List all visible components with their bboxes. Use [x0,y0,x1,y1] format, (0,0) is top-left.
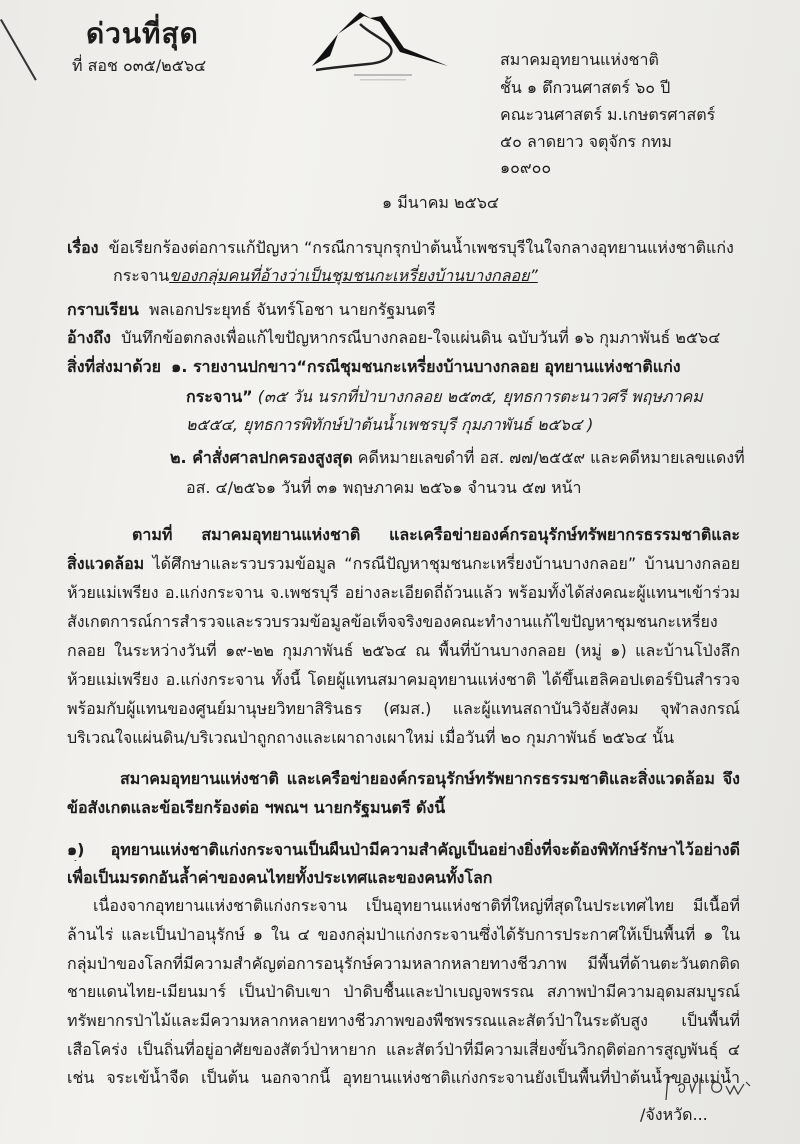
paragraph-line [67,553,740,575]
enclosure-text: กระจาน” [186,387,253,406]
subject-text: กระจาน [113,266,170,285]
enclosure-text: ๑. รายงานปกขาว“กรณีชุมชนกะเหรี่ยงบ้านบางกลอย อุทยานแห่งชาติแก่ง [171,357,681,376]
subject-text: ข้อเรียกร้องต่อการแก้ปัญหา “กรณีการบุกรุกป่าต้นน้ำเพชรบุรีในใจกลางอุทยานแห่งชาติแก่ง [108,238,734,257]
paragraph-line: เช่น จระเข้น้ำจืด เป็นต้น นอกจากนี้ อุทยานแห่งชาติแก่งกระจานยังเป็นพื้นที่ป่าต้นน้ำของแม่น้ำ [67,1068,740,1087]
address-line: ๕๐ ลาดยาว จตุจักร กทม [500,132,672,151]
enclosure-1 [67,356,740,378]
subject-line [67,237,740,259]
paragraph-line: สังเกตการณ์การสำรวจและรวบรวมข้อมูลข้อเท็จจริงของคณะทำงานแก้ไขปัญหาชุมชนกะเหรี่ยง [67,612,718,631]
section-heading: ๑) อุทยานแห่งชาติแก่งกระจานเป็นผืนป่ามีความสำคัญเป็นอย่างยิ่งที่จะต้องพิทักษ์รักษาไว้อย่างดี [67,840,740,859]
salutation [67,299,740,321]
enclosure-1-line-3: ๒๕๕๔, ยุทธการพิทักษ์ป่าต้นน้ำเพชรบุรี กุมภาพันธ์ ๒๕๖๔ ) [186,415,594,434]
signature [660,1072,760,1104]
urgency-stamp: ด่วนที่สุด [86,17,199,50]
salutation-label: กราบเรียน [67,300,139,319]
enclosure-2 [170,447,800,469]
mountain-logo [308,8,458,88]
document-date: ๑ มีนาคม ๒๕๖๔ [382,193,499,212]
subject-line-2 [113,265,786,287]
paragraph-line: ชายแดนไทย-เมียนมาร์ เป็นป่าดิบเขา ป่าดิบชื้นและป่าเบญจพรรณ สภาพป่ามีความอุดมสมบูรณ์ [67,982,740,1001]
paragraph-line: ล้านไร่ และเป็นป่าอนุรักษ์ ๑ ใน ๔ ของกลุ่มป่าแก่งกระจานซึ่งได้รับการประกาศให้เป็นพื้นที่ ๑ ใน [67,925,740,944]
enclosure-text: คดีหมายเลขดำที่ อส. ๗๗/๒๕๕๙ และคดีหมายเลขแดงที่ [357,448,745,467]
paragraph-line: สมาคมอุทยานแห่งชาติ และเครือข่ายองค์กรอนุรักษ์ทรัพยากรธรรมชาติและสิ่งแวดล้อม จึง [120,769,740,788]
subject-text-underlined: ของกลุ่มคนที่อ้างว่าเป็นชุมชนกะเหรี่ยงบ้านบางกลอย” [169,266,538,285]
reference [67,327,740,349]
paragraph-line: ห้วยแม่เพรียง อ.แก่งกระจาน ทั้งนี้ โดยผู้แทนสมาคมอุทยานแห่งชาติ ได้ขึ้นเฮลิคอปเตอร์บินสำรวจ [67,670,740,689]
address-line: ชั้น ๑ ตึกวนศาสตร์ ๖๐ ปี [500,78,671,97]
bold-text: สิ่งแวดล้อม [67,554,145,573]
enclosure-1-line-2 [186,386,800,408]
address-line: สมาคมอุทยานแห่งชาติ [500,50,659,69]
paragraph-line: ข้อสังเกตและข้อเรียกร้องต่อ ฯพณฯ นายกรัฐมนตรี ดังนี้ [67,798,446,817]
address-line: ๑๐๙๐๐ [500,158,552,177]
paragraph-line: กลอย ในระหว่างวันที่ ๑๙-๒๒ กุมภาพันธ์ ๒๕๖๔ ณ พื้นที่บ้านบางกลอย (หมู่ ๑) และบ้านโป่งลึก [67,641,740,660]
paragraph-line: เนื่องจากอุทยานแห่งชาติแก่งกระจาน เป็นอุทยานแห่งชาติที่ใหญ่ที่สุดในประเทศไทย มีเนื้อที่ [93,896,740,915]
paragraph-line: ห้วยแม่เพรียง อ.แก่งกระจาน จ.เพชรบุรี อย่างละเอียดถี่ถ้วนแล้ว พร้อมทั้งได้ส่งคณะผู้แทนฯเข้าร่วม [67,583,740,602]
enclosure-text: ๒. คำสั่งศาลปกครองสูงสุด [170,448,353,467]
enclosure-2-line-2: อส. ๔/๒๕๖๑ วันที่ ๓๑ พฤษภาคม ๒๕๖๑ จำนวน ๕๗ หน้า [186,478,582,497]
salutation-text: พลเอกประยุทธ์ จันทร์โอชา นายกรัฐมนตรี [148,300,436,319]
paragraph-line: พร้อมกับผู้แทนของศูนย์มานุษยวิทยาสิรินธร (ศมส.) และผู้แทนสถาบันวิจัยสังคม จุฬาลงกรณ์ [67,699,740,718]
reference-label: อ้างถึง [67,328,111,347]
enclosures-label: สิ่งที่ส่งมาด้วย [67,357,161,376]
enclosure-text: (๓๕ วัน นรกที่ป่าบางกลอย ๒๕๓๕, ยุทธการตะนาวศรี พฤษภาคม [257,387,703,406]
subject-label: เรื่อง [67,238,99,257]
paragraph-line: เสือโคร่ง เป็นถิ่นที่อยู่อาศัยของสัตว์ป่าหายาก และสัตว์ป่าที่มีความเสี่ยงขั้นวิกฤติต่อการสูญพันธุ์ ๔ [67,1040,740,1059]
pen-mark [0,19,37,81]
reference-number: ที่ สอช ๐๓๕/๒๕๖๔ [72,56,207,75]
section-heading: เพื่อเป็นมรดกอันล้ำค่าของคนไทยทั้งประเทศและของคนทั้งโลก [67,868,493,887]
address-line: คณะวนศาสตร์ ม.เกษตรศาสตร์ [500,105,716,124]
continued-marker: /จังหวัด... [640,1105,708,1124]
paragraph-line: ตามที่ สมาคมอุทยานแห่งชาติ และเครือข่ายองค์กรอนุรักษ์ทรัพยากรธรรมชาติและ [132,525,740,544]
paragraph-text: ได้ศึกษาและรวบรวมข้อมูล “กรณีปัญหาชุมชนกะเหรี่ยงบ้านบางกลอย” บ้านบางกลอย [152,554,740,573]
paragraph-line: กลุ่มป่าของโลกที่มีความสำคัญต่อการอนุรักษ์ความหลากหลายทางชีวภาพ มีพื้นที่ด้านตะวันตกติด [67,954,740,973]
reference-text: บันทึกข้อตกลงเพื่อแก้ไขปัญหากรณีบางกลอย-ใจแผ่นดิน ฉบับวันที่ ๑๖ กุมภาพันธ์ ๒๕๖๔ [121,328,721,347]
paragraph-line: บริเวณใจแผ่นดิน/บริเวณป่าถูกถางและเผาถางเผาใหม่ เมื่อวันที่ ๒๐ กุมภาพันธ์ ๒๕๖๔ นั้น [67,728,675,747]
paragraph-line: ทรัพยากรป่าไม้และมีความหลากหลายทางชีวภาพของพืชพรรณและสัตว์ป่าในระดับสูง เป็นพื้นที่ [67,1011,740,1030]
